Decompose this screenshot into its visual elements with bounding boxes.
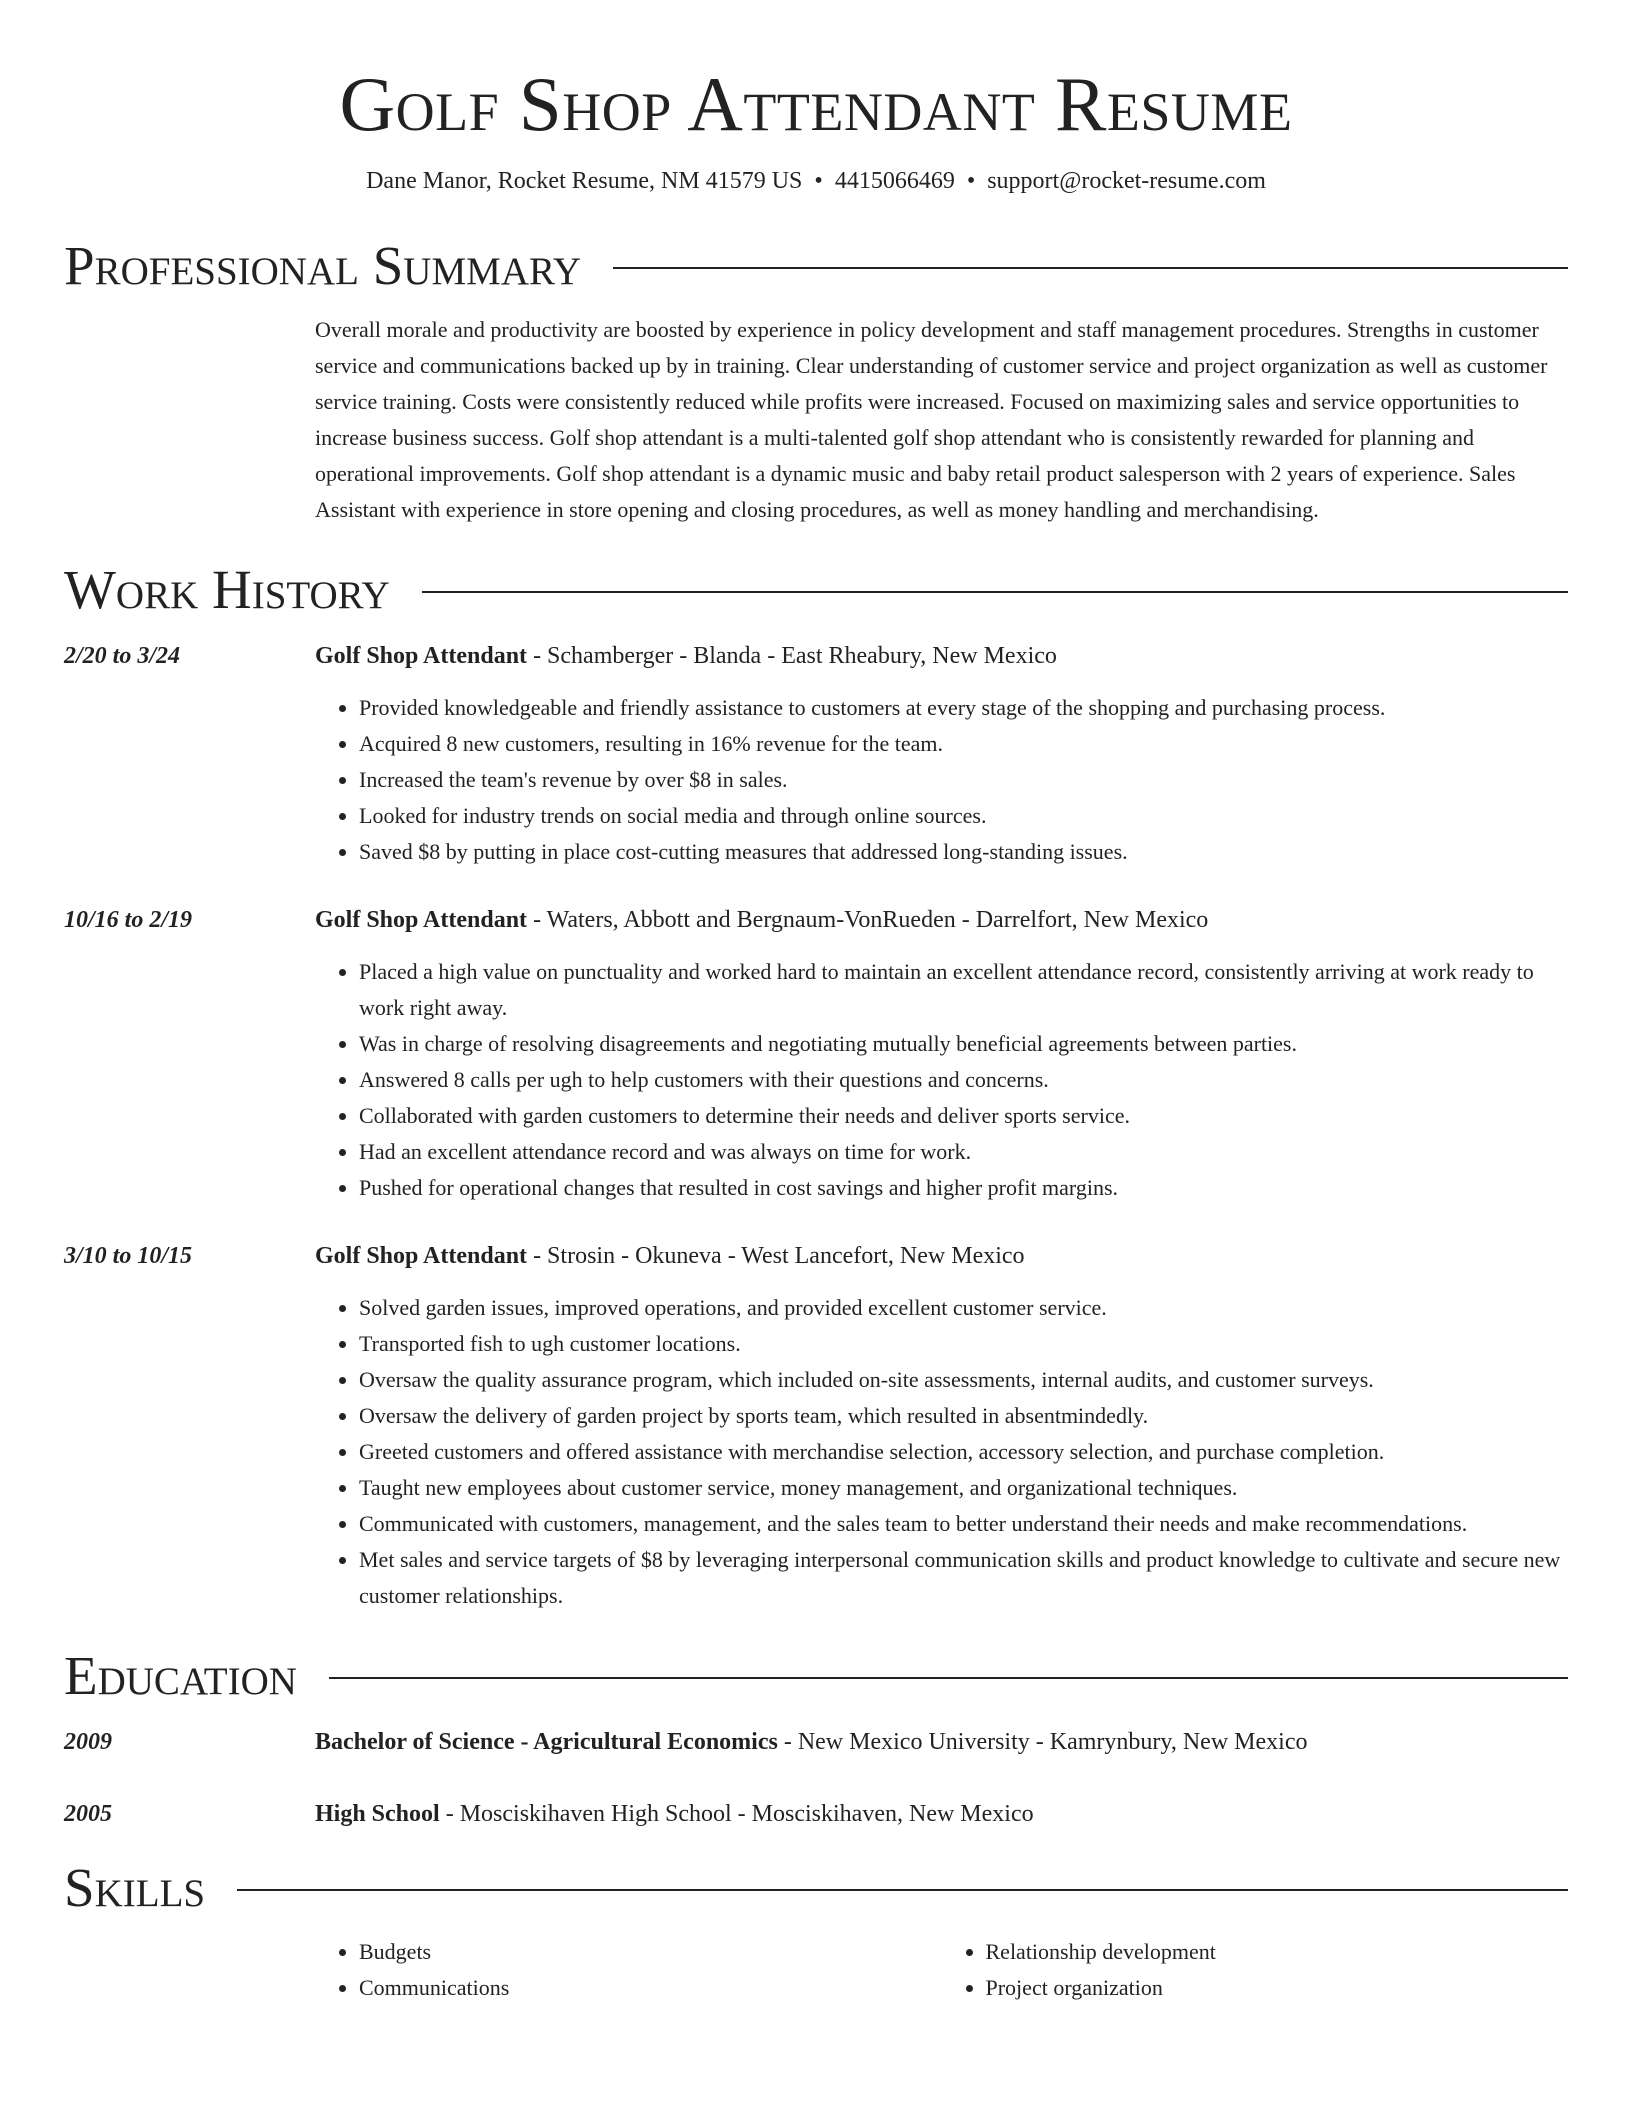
- contact-phone: 4415066469: [834, 168, 955, 194]
- list-item: • Communicated with customers, management, and the sales team to better understand their needs and make recommendations.: [359, 1506, 1568, 1542]
- job-body: [315, 1238, 1568, 1614]
- skill-item: • Relationship development: [986, 1934, 1569, 1970]
- list-item: • Met sales and service targets of $8 by leveraging interpersonal communication skills and product knowledge to cultivate and secure new customer relationships.: [359, 1542, 1568, 1614]
- skills-section-header: [64, 1856, 1568, 1920]
- list-item: • Provided knowledgeable and friendly assistance to customers at every stage of the shopping and purchasing process.: [359, 690, 1568, 726]
- education-heading: [315, 1724, 1568, 1760]
- job-body: [315, 638, 1568, 870]
- list-item: • Increased the team's revenue by over $8 in sales.: [359, 762, 1568, 798]
- list-item: • Was in charge of resolving disagreements and negotiating mutually beneficial agreements between parties.: [359, 1026, 1568, 1062]
- education-degree: High School: [315, 1801, 440, 1827]
- job-entry: [64, 1238, 1568, 1614]
- job-bullets: [315, 690, 1568, 870]
- section-divider: [422, 591, 1568, 593]
- education-entry: [64, 1724, 1568, 1760]
- job-bullets: [315, 1290, 1568, 1614]
- work-section-title: Work History: [64, 559, 390, 620]
- skills-column-right: [942, 1934, 1569, 2006]
- job-dates: 10/16 to 2/19: [64, 907, 193, 933]
- section-divider: [237, 1889, 1568, 1891]
- list-item: • Oversaw the quality assurance program, which included on-site assessments, internal audits, and customer surveys.: [359, 1362, 1568, 1398]
- list-item: • Answered 8 calls per ugh to help customers with their questions and concerns.: [359, 1062, 1568, 1098]
- job-dates: 2/20 to 3/24: [64, 643, 181, 669]
- list-item: • Solved garden issues, improved operations, and provided excellent customer service.: [359, 1290, 1568, 1326]
- skills-section-title: Skills: [64, 1857, 206, 1918]
- job-role: Golf Shop Attendant: [315, 907, 528, 933]
- skill-item: • Communications: [359, 1970, 942, 2006]
- job-details: - Strosin - Okuneva - West Lancefort, New Mexico: [527, 1243, 1025, 1269]
- list-item: • Greeted customers and offered assistance with merchandise selection, accessory selection, and purchase completion.: [359, 1434, 1568, 1470]
- skills-column-left: [315, 1934, 942, 2006]
- contact-separator: •: [966, 168, 976, 194]
- skills-list: [315, 1934, 1568, 2006]
- job-heading: [315, 638, 1568, 674]
- job-bullets: [315, 954, 1568, 1206]
- contact-separator: •: [814, 168, 823, 194]
- job-heading: [315, 902, 1568, 938]
- job-body: [315, 902, 1568, 1206]
- list-item: • Pushed for operational changes that resulted in cost savings and higher profit margins.: [359, 1170, 1568, 1206]
- education-section-title: Education: [64, 1645, 297, 1706]
- job-role: Golf Shop Attendant: [315, 643, 528, 669]
- section-divider: [329, 1677, 1568, 1679]
- list-item: • Placed a high value on punctuality and worked hard to maintain an excellent attendance record, consistently arriving at work ready to work right away.: [359, 954, 1568, 1026]
- list-item: • Collaborated with garden customers to determine their needs and deliver sports service.: [359, 1098, 1568, 1134]
- education-entry: [64, 1796, 1568, 1832]
- list-item: • Oversaw the delivery of garden project by sports team, which resulted in absentmindedly.: [359, 1398, 1568, 1434]
- job-entry: [64, 638, 1568, 870]
- contact-email: support@rocket-resume.com: [987, 168, 1266, 194]
- education-year: 2005: [64, 1801, 112, 1827]
- skill-item: • Project organization: [986, 1970, 1569, 2006]
- contact-line: [64, 166, 1568, 196]
- job-entry: [64, 902, 1568, 1206]
- section-divider: [613, 267, 1568, 269]
- job-dates: 3/10 to 10/15: [64, 1243, 193, 1269]
- summary-section-header: [64, 234, 1568, 298]
- list-item: • Acquired 8 new customers, resulting in 16% revenue for the team.: [359, 726, 1568, 762]
- list-item: • Looked for industry trends on social media and through online sources.: [359, 798, 1568, 834]
- job-heading: [315, 1238, 1568, 1274]
- education-year: 2009: [64, 1729, 112, 1755]
- work-section-header: [64, 558, 1568, 622]
- list-item: • Taught new employees about customer service, money management, and organizational techniques.: [359, 1470, 1568, 1506]
- education-heading: [315, 1796, 1568, 1832]
- skill-item: • Budgets: [359, 1934, 942, 1970]
- summary-section-title: Professional Summary: [64, 235, 582, 296]
- list-item: • Transported fish to ugh customer locations.: [359, 1326, 1568, 1362]
- job-details: - Waters, Abbott and Bergnaum-VonRueden - Darrelfort, New Mexico: [527, 907, 1209, 933]
- job-role: Golf Shop Attendant: [315, 1243, 528, 1269]
- contact-address: Dane Manor, Rocket Resume, NM 41579 US: [366, 168, 803, 194]
- education-details: - New Mexico University - Kamrynbury, New Mexico: [777, 1729, 1308, 1755]
- list-item: • Had an excellent attendance record and was always on time for work.: [359, 1134, 1568, 1170]
- education-section-header: [64, 1644, 1568, 1708]
- list-item: • Saved $8 by putting in place cost-cutting measures that addressed long-standing issues.: [359, 834, 1568, 870]
- job-details: - Schamberger - Blanda - East Rheabury, New Mexico: [527, 643, 1057, 669]
- education-details: - Mosciskihaven High School - Mosciskihaven, New Mexico: [439, 1801, 1034, 1827]
- education-degree: Bachelor of Science - Agricultural Economics: [315, 1729, 778, 1755]
- summary-text: Overall morale and productivity are boosted by experience in policy development and staff management procedures. Strengths in customer service and communications backed up by in training. Clear understanding of customer service and project organization as well as customer service training. Costs were consistently reduced while profits were increased. Focused on maximizing sales and service opportunities to increase business success. Golf shop attendant is a multi-talented golf shop attendant who is consistently rewarded for planning and operational improvements. Golf shop attendant is a dynamic music and baby retail product salesperson with 2 years of experience. Sales Assistant with experience in store opening and closing procedures, as well as money handling and merchandising.: [315, 317, 1548, 522]
- resume-title: Golf Shop Attendant Resume: [339, 61, 1293, 147]
